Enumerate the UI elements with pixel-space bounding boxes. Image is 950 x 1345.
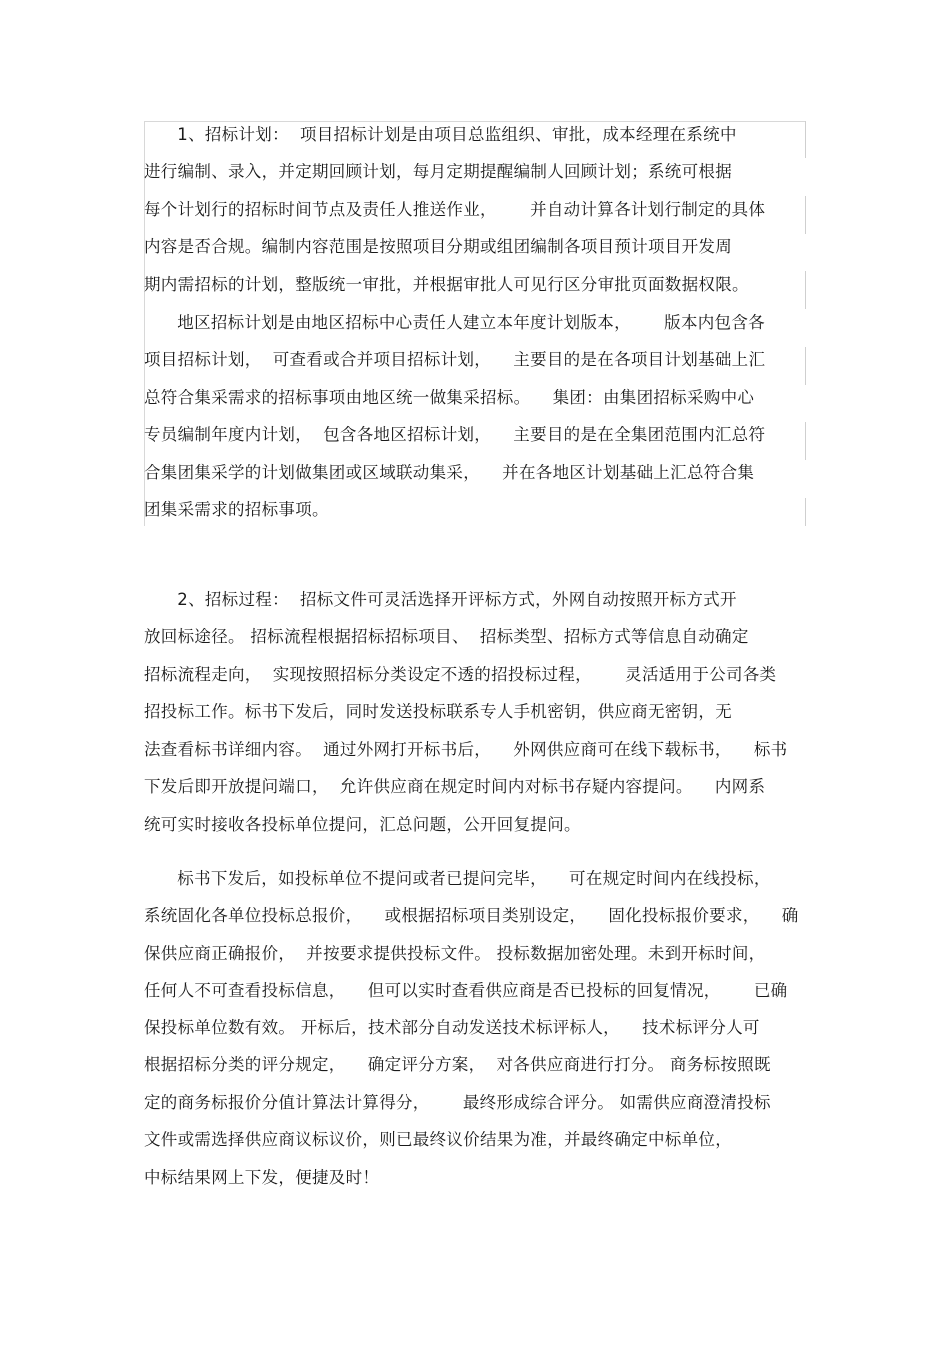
section-border-right <box>805 498 806 526</box>
paragraph-line: 项目招标计划， 可查看或合并项目招标计划， 主要目的是在各项目计划基础上汇 <box>144 350 766 369</box>
paragraph-line: 内容是否合规。编制内容范围是按照项目分期或组团编制各项目预计项目开发周 <box>144 237 732 256</box>
paragraph-line: 进行编制、录入，并定期回顾计划，每月定期提醒编制人回顾计划；系统可根据 <box>144 162 732 181</box>
paragraph-line: 招投标工作。标书下发后，同时发送投标联系专人手机密钥，供应商无密钥，无 <box>144 702 732 721</box>
paragraph-line: 保投标单位数有效。 开标后，技术部分自动发送技术标评标人， 技术标评分人可 <box>144 1018 760 1037</box>
paragraph-line: 任何人不可查看投标信息， 但可以实时查看供应商是否已投标的回复情况， 已确 <box>144 981 788 1000</box>
section-border-right <box>805 347 806 385</box>
paragraph-line: 中标结果网上下发，便捷及时！ <box>144 1168 380 1187</box>
paragraph-line: 根据招标分类的评分规定， 确定评分方案， 对各供应商进行打分。 商务标按照既 <box>144 1055 771 1074</box>
paragraph-line: 法查看标书详细内容。 通过外网打开标书后， 外网供应商可在线下载标书， 标书 <box>144 740 788 759</box>
section-border-top <box>144 121 806 122</box>
paragraph-line: 1、招标计划： 项目招标计划是由项目总监组织、审批，成本经理在系统中 <box>144 125 737 144</box>
paragraph-line: 统可实时接收各投标单位提问，汇总问题，公开回复提问。 <box>144 815 581 834</box>
section-border-right <box>805 121 806 158</box>
paragraph-line: 合集团集采学的计划做集团或区域联动集采， 并在各地区计划基础上汇总符合集 <box>144 463 755 482</box>
section-bidding-plan <box>144 121 806 526</box>
paragraph-line: 系统固化各单位投标总报价， 或根据招标项目类别设定， 固化投标报价要求， 确 <box>144 906 799 925</box>
paragraph-line: 每个计划行的招标时间节点及责任人推送作业， 并自动计算各计划行制定的具体 <box>144 200 766 219</box>
paragraph-line: 地区招标计划是由地区招标中心责任人建立本年度计划版本， 版本内包含各 <box>144 313 765 332</box>
section-border-right <box>805 422 806 460</box>
paragraph-line: 招标流程走向， 实现按照招标分类设定不透的招投标过程， 灵活适用于公司各类 <box>144 665 777 684</box>
paragraph-line: 放回标途径。 招标流程根据招标招标项目、 招标类型、招标方式等信息自动确定 <box>144 627 749 646</box>
paragraph-line: 定的商务标报价分值计算法计算得分， 最终形成综合评分。 如需供应商澄清投标 <box>144 1093 771 1112</box>
paragraph-line: 标书下发后，如投标单位不提问或者已提问完毕， 可在规定时间内在线投标， <box>144 869 771 888</box>
paragraph-line: 团集采需求的招标事项。 <box>144 500 329 519</box>
paragraph-line: 期内需招标的计划，整版统一审批，并根据审批人可见行区分审批页面数据权限。 <box>144 275 749 294</box>
section-border-right <box>805 271 806 309</box>
section-border-right <box>805 196 806 234</box>
paragraph-line: 总符合集采需求的招标事项由地区统一做集采招标。 集团：由集团招标采购中心 <box>144 388 755 407</box>
paragraph-line: 2、招标过程： 招标文件可灵活选择开评标方式，外网自动按照开标方式开 <box>144 590 737 609</box>
paragraph-line: 保供应商正确报价， 并按要求提供投标文件。 投标数据加密处理。未到开标时间， <box>144 944 766 963</box>
paragraph-line: 专员编制年度内计划， 包含各地区招标计划， 主要目的是在全集团范围内汇总符 <box>144 425 766 444</box>
paragraph-line: 文件或需选择供应商议标议价，则已最终议价结果为准，并最终确定中标单位， <box>144 1130 732 1149</box>
paragraph-line: 下发后即开放提问端口， 允许供应商在规定时间内对标书存疑内容提问。 内网系 <box>144 777 766 796</box>
